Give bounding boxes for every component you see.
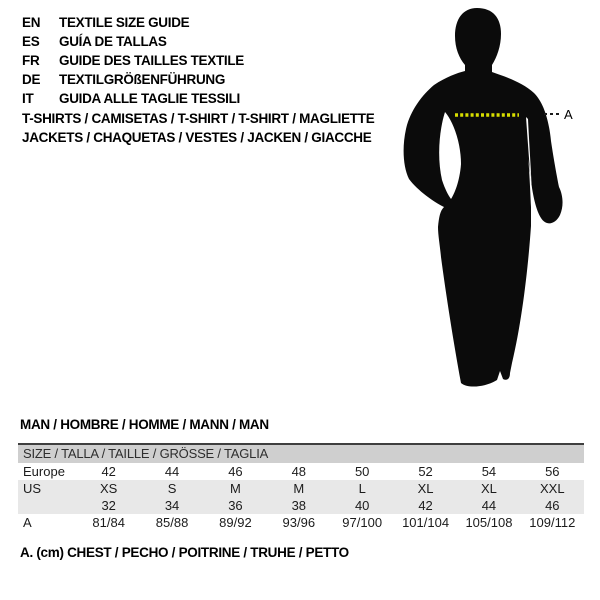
size-cell: 81/84 [92, 515, 125, 530]
size-cell: XL [417, 481, 434, 496]
size-cell: 32 [101, 498, 116, 513]
language-code: FR [22, 53, 40, 68]
language-row [22, 70, 244, 89]
language-label: TEXTILGRÖßENFÜHRUNG [59, 72, 226, 87]
size-cell: 38 [291, 498, 307, 513]
size-table-header: SIZE / TALLA / TAILLE / GRÖSSE / TAGLIA [18, 445, 584, 463]
language-row [22, 32, 244, 51]
size-cell: 89/92 [219, 515, 252, 530]
language-code: DE [22, 72, 41, 87]
size-cell: 56 [545, 464, 560, 479]
size-cell: 93/96 [282, 515, 316, 530]
size-cell: 44 [481, 498, 497, 513]
size-cell: XL [480, 481, 497, 496]
language-row [22, 51, 244, 70]
size-cell: S [167, 481, 177, 496]
category-lines [22, 109, 374, 147]
size-cell: 50 [354, 464, 370, 479]
size-cell: 109/112 [529, 515, 576, 530]
footnote-chest: A. (cm) CHEST / PECHO / POITRINE / TRUHE / PETTO [20, 545, 349, 560]
man-silhouette [398, 5, 578, 395]
size-cell: 46 [228, 464, 243, 479]
table-row [18, 497, 584, 514]
row-label: Europe [23, 464, 65, 479]
language-guide-list [22, 13, 244, 108]
size-cell: 34 [164, 498, 180, 513]
category-line-tshirts: T-SHIRTS / CAMISETAS / T-SHIRT / T-SHIRT / MAGLIETTE [22, 111, 375, 126]
row-label [18, 497, 77, 514]
language-row [22, 89, 244, 108]
language-code: IT [22, 91, 34, 106]
size-cell: 101/104 [402, 515, 450, 530]
table-row [18, 480, 584, 497]
size-cell: 40 [354, 498, 370, 513]
size-cell: 85/88 [155, 515, 189, 530]
language-label: GUIDA ALLE TAGLIE TESSILI [59, 91, 240, 106]
language-label: TEXTILE SIZE GUIDE [59, 15, 190, 30]
man-figure [398, 5, 578, 395]
size-cell: M [293, 481, 305, 496]
size-cell: 42 [418, 498, 433, 513]
table-row [18, 514, 584, 531]
language-row [22, 13, 244, 32]
man-silhouette-body [404, 8, 563, 387]
size-cell: 54 [481, 464, 497, 479]
size-cell: M [230, 481, 241, 496]
size-cell: 44 [164, 464, 180, 479]
size-cell: L [358, 481, 366, 496]
section-title-man: MAN / HOMBRE / HOMME / MANN / MAN [20, 417, 269, 432]
measure-label-a: A [564, 107, 573, 122]
language-label: GUIDE DES TAILLES TEXTILE [59, 53, 245, 68]
size-cell: 36 [228, 498, 243, 513]
row-label: A [23, 515, 32, 530]
size-cell: 46 [545, 498, 560, 513]
language-code: ES [22, 34, 40, 49]
language-label: GUÍA DE TALLAS [59, 34, 167, 49]
row-label: US [23, 481, 42, 496]
size-table [18, 443, 584, 531]
size-cell: XS [100, 481, 118, 496]
size-table-rows [18, 463, 584, 531]
category-line-jackets: JACKETS / CHAQUETAS / VESTES / JACKEN / GIACCHE [22, 130, 372, 145]
size-cell: 105/108 [465, 515, 513, 530]
size-cell: 42 [101, 464, 116, 479]
size-cell: 52 [418, 464, 433, 479]
size-cell: 97/100 [342, 515, 383, 530]
language-code: EN [22, 15, 41, 30]
size-cell: 48 [291, 464, 307, 479]
table-row [18, 463, 584, 480]
size-cell: XXL [540, 481, 565, 496]
